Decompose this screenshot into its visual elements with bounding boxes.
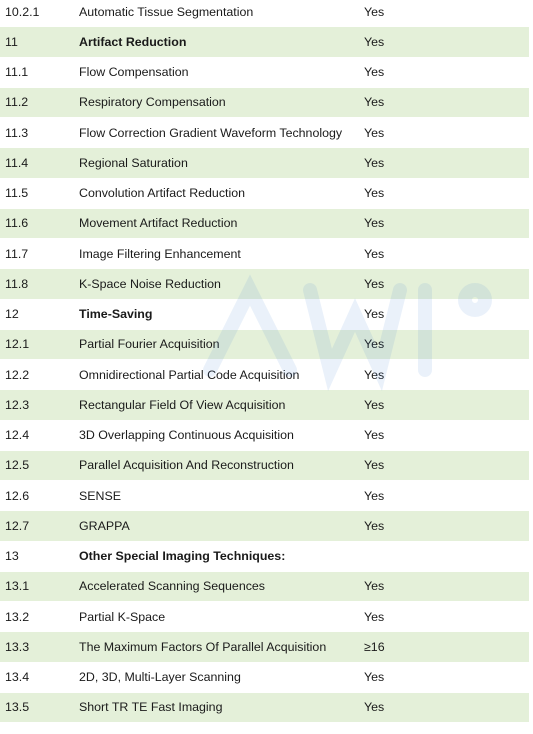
feature-value: Yes	[364, 428, 385, 443]
item-number: 13.5	[5, 700, 30, 715]
table-row	[0, 208, 529, 238]
item-number: 11.1	[5, 65, 29, 80]
feature-value: Yes	[364, 246, 385, 261]
feature-name: Short TR TE Fast Imaging	[79, 700, 223, 715]
feature-value: Yes	[364, 518, 385, 533]
item-number: 13.4	[5, 670, 30, 685]
feature-value: ≥16	[364, 639, 385, 654]
feature-name: Parallel Acquisition And Reconstruction	[79, 458, 294, 473]
feature-value: Yes	[364, 4, 385, 19]
feature-name: Movement Artifact Reduction	[79, 216, 238, 231]
item-number: 11.2	[5, 95, 29, 110]
item-number: 12.4	[5, 428, 30, 443]
item-number: 11	[5, 34, 18, 49]
table-row	[0, 480, 529, 510]
item-number: 11.3	[5, 125, 29, 140]
table-row	[0, 117, 529, 147]
section-title: Artifact Reduction	[79, 34, 187, 49]
feature-value: Yes	[364, 155, 385, 170]
feature-name: Rectangular Field Of View Acquisition	[79, 397, 286, 412]
table-row	[0, 87, 529, 117]
table-row	[0, 692, 529, 722]
feature-name: SENSE	[79, 488, 122, 503]
item-number: 10.2.1	[5, 4, 40, 19]
item-number: 11.7	[5, 246, 29, 261]
table-row	[0, 238, 529, 268]
item-number: 11.5	[5, 186, 29, 201]
item-number: 13	[5, 549, 19, 564]
feature-value: Yes	[364, 488, 385, 503]
feature-value: Yes	[364, 276, 385, 291]
section-title: Time-Saving	[79, 307, 153, 322]
feature-value: Yes	[364, 125, 385, 140]
feature-value: Yes	[364, 34, 385, 49]
section-title: Other Special Imaging Techniques:	[79, 549, 286, 564]
item-number: 12.1	[5, 337, 30, 352]
feature-name: Flow Correction Gradient Waveform Technology	[79, 125, 343, 140]
feature-name: 2D, 3D, Multi-Layer Scanning	[79, 670, 241, 685]
item-number: 12.7	[5, 518, 30, 533]
feature-name: Flow Compensation	[79, 65, 189, 80]
table-row	[0, 147, 529, 177]
feature-value: Yes	[364, 367, 385, 382]
table-row	[0, 601, 529, 631]
feature-name: Partial K-Space	[79, 609, 166, 624]
item-number: 12.3	[5, 397, 30, 412]
table-row	[0, 571, 529, 601]
feature-name: Convolution Artifact Reduction	[79, 186, 245, 201]
item-number: 12.5	[5, 458, 30, 473]
table-row	[0, 662, 529, 692]
table-row	[0, 178, 529, 208]
feature-name: Automatic Tissue Segmentation	[79, 4, 254, 19]
feature-name: 3D Overlapping Continuous Acquisition	[79, 428, 294, 443]
table-row	[0, 57, 529, 87]
feature-value: Yes	[364, 95, 385, 110]
section-header-row	[0, 299, 529, 329]
item-number: 12.6	[5, 488, 30, 503]
section-header-row	[0, 26, 529, 56]
table-row	[0, 0, 529, 26]
table-row	[0, 329, 529, 359]
item-number: 13.1	[5, 579, 30, 594]
feature-value: Yes	[364, 337, 385, 352]
feature-value: Yes	[364, 700, 385, 715]
feature-name: Omnidirectional Partial Code Acquisition	[79, 367, 300, 382]
table-row	[0, 631, 529, 661]
item-number: 11.8	[5, 276, 29, 291]
table-row	[0, 510, 529, 540]
item-number: 13.3	[5, 639, 30, 654]
item-number: 12.2	[5, 367, 30, 382]
table-row	[0, 450, 529, 480]
feature-value: Yes	[364, 609, 385, 624]
feature-name: Accelerated Scanning Sequences	[79, 579, 265, 594]
table-row	[0, 359, 529, 389]
feature-value: Yes	[364, 670, 385, 685]
feature-value: Yes	[364, 307, 385, 322]
item-number: 11.6	[5, 216, 29, 231]
item-number: 13.2	[5, 609, 30, 624]
feature-value: Yes	[364, 216, 385, 231]
feature-name: Respiratory Compensation	[79, 95, 226, 110]
feature-name: GRAPPA	[79, 518, 130, 533]
feature-name: K-Space Noise Reduction	[79, 276, 221, 291]
feature-value: Yes	[364, 579, 385, 594]
feature-value: Yes	[364, 397, 385, 412]
feature-value: Yes	[364, 65, 385, 80]
table-row	[0, 420, 529, 450]
item-number: 11.4	[5, 155, 29, 170]
feature-name: Partial Fourier Acquisition	[79, 337, 220, 352]
feature-value: Yes	[364, 458, 385, 473]
table-row	[0, 268, 529, 298]
table-row	[0, 389, 529, 419]
section-header-row	[0, 541, 529, 571]
item-number: 12	[5, 307, 19, 322]
feature-value: Yes	[364, 186, 385, 201]
feature-name: Image Filtering Enhancement	[79, 246, 241, 261]
feature-name: Regional Saturation	[79, 155, 188, 170]
feature-name: The Maximum Factors Of Parallel Acquisition	[79, 639, 327, 654]
